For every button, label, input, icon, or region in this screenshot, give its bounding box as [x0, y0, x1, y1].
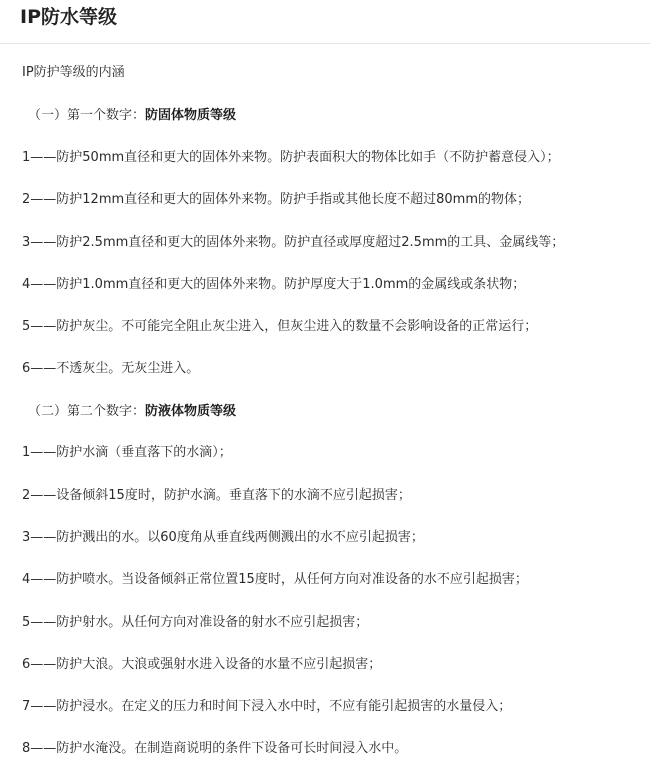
- solid-level-4: 4——防护1.0mm直径和更大的固体外来物。防护厚度大于1.0mm的金属线或条状物；: [22, 277, 526, 292]
- liquid-level-3: 3——防护溅出的水。以60度角从垂直线两侧溅出的水不应引起损害；: [22, 530, 424, 545]
- solid-level-6: 6——不透灰尘。无灰尘进入。: [22, 361, 200, 376]
- section-heading-solid: [28, 107, 236, 125]
- title-divider: [0, 43, 650, 44]
- solid-level-3: 3——防护2.5mm直径和更大的固体外来物。防护直径或厚度超过2.5mm的工具、金属线等；: [22, 235, 565, 250]
- section-prefix: （二）第二个数字：: [28, 404, 146, 419]
- liquid-level-2: 2——设备倾斜15度时，防护水滴。垂直落下的水滴不应引起损害；: [22, 488, 411, 503]
- section-title: 防液体物质等级: [145, 404, 237, 419]
- liquid-level-8: 8——防护水淹没。在制造商说明的条件下设备可长时间浸入水中。: [22, 741, 408, 756]
- page-title: IP防水等级: [20, 6, 117, 28]
- solid-level-1: 1——防护50mm直径和更大的固体外来物。防护表面积大的物体比如手（不防护蓄意侵入）；: [22, 150, 560, 165]
- intro-text: IP防护等级的内涵: [22, 65, 125, 80]
- liquid-level-4: 4——防护喷水。当设备倾斜正常位置15度时，从任何方向对准设备的水不应引起损害；: [22, 572, 528, 587]
- section-title: 防固体物质等级: [145, 108, 237, 123]
- liquid-level-6: 6——防护大浪。大浪或强射水进入设备的水量不应引起损害；: [22, 657, 382, 672]
- section-prefix: （一）第一个数字：: [28, 108, 146, 123]
- solid-level-5: 5——防护灰尘。不可能完全阻止灰尘进入，但灰尘进入的数量不会影响设备的正常运行；: [22, 319, 538, 334]
- solid-level-2: 2——防护12mm直径和更大的固体外来物。防护手指或其他长度不超过80mm的物体；: [22, 192, 531, 207]
- section-heading-liquid: [28, 403, 236, 421]
- liquid-level-1: 1——防护水滴（垂直落下的水滴）；: [22, 445, 232, 460]
- liquid-level-5: 5——防护射水。从任何方向对准设备的射水不应引起损害；: [22, 615, 369, 630]
- liquid-level-7: 7——防护浸水。在定义的压力和时间下浸入水中时，不应有能引起损害的水量侵入；: [22, 699, 512, 714]
